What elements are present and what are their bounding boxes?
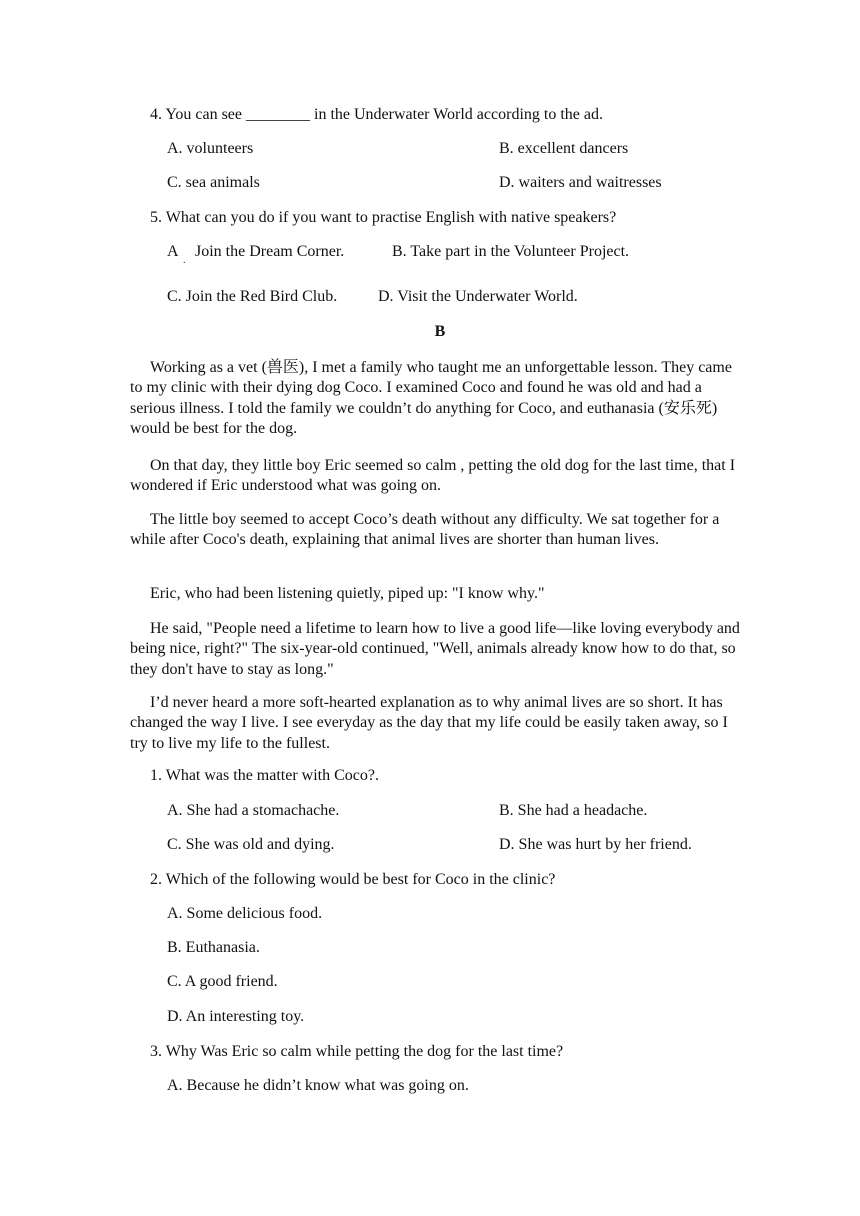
question-4-option-c: C. sea animals [167, 174, 260, 191]
question-b1-option-d: D. She was hurt by her friend. [499, 836, 692, 853]
question-b1-stem: 1. What was the matter with Coco?. [150, 767, 379, 784]
question-b3-stem: 3. Why Was Eric so calm while petting the dog for the last time? [150, 1043, 564, 1060]
question-b1-option-a: A. She had a stomachache. [167, 802, 340, 819]
passage-paragraph-4: Eric, who had been listening quietly, piped up: "I know why." [150, 585, 545, 602]
question-b2-stem: 2. Which of the following would be best for Coco in the clinic? [150, 871, 556, 888]
passage-paragraph-1: Working as a vet (兽医), I met a family who taught me an unforgettable lesson. They came to my clinic with their dying dog Coco. I examined Coco and found he was old and had a serious illness. I told the family we couldn’t do anything for Coco, and euthanasia (安乐死) would be best for the dog. [130, 359, 732, 437]
question-b2-option-c: C. A good friend. [167, 973, 278, 990]
question-5-option-a-letter: A [167, 243, 179, 260]
question-4-option-d: D. waiters and waitresses [499, 174, 662, 191]
question-5-option-d: D. Visit the Underwater World. [378, 288, 578, 305]
question-5-stem: 5. What can you do if you want to practise English with native speakers? [150, 209, 617, 226]
passage-paragraph-2: On that day, they little boy Eric seemed so calm , petting the old dog for the last time, that I wondered if Eric understood what was going on. [130, 457, 736, 495]
passage-paragraph-6: I’d never heard a more soft-hearted explanation as to why animal lives are so short. It has changed the way I live. I see everyday as the day that my life could be easily taken away, so I try to live my life to the fullest. [130, 694, 728, 752]
question-5-option-a-mark: . [183, 255, 186, 266]
question-b2-option-d: D. An interesting toy. [167, 1008, 305, 1025]
passage-paragraph-5: He said, "People need a lifetime to learn how to live a good life—like loving everybody and being nice, right?" The six-year-old continued, "Well, animals already know how to do that, so they don't have to stay as long." [130, 620, 740, 678]
question-5-option-c: C. Join the Red Bird Club. [167, 288, 338, 305]
question-b2-option-a: A. Some delicious food. [167, 905, 323, 922]
question-b3-option-a: A. Because he didn’t know what was going on. [167, 1077, 469, 1094]
passage-paragraph-3: The little boy seemed to accept Coco’s death without any difficulty. We sat together for a while after Coco's death, explaining that animal lives are shorter than human lives. [130, 511, 720, 549]
question-4-option-b: B. excellent dancers [499, 140, 629, 157]
question-4-option-a: A. volunteers [167, 140, 254, 157]
section-b-title: B [434, 323, 446, 340]
question-5-option-a-text: Join the Dream Corner. [195, 243, 345, 260]
question-4-stem: 4. You can see ________ in the Underwater World according to the ad. [150, 106, 603, 123]
question-5-option-b: B. Take part in the Volunteer Project. [392, 243, 630, 260]
question-b1-option-c: C. She was old and dying. [167, 836, 335, 853]
question-b1-option-b: B. She had a headache. [499, 802, 648, 819]
question-b2-option-b: B. Euthanasia. [167, 939, 260, 956]
